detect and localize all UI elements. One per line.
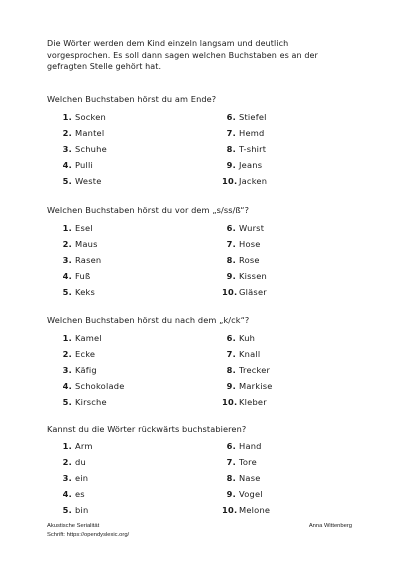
item-number: 1.	[62, 112, 72, 122]
item-word: Kamel	[75, 333, 102, 343]
word-column-right	[222, 330, 273, 410]
list-item	[222, 438, 270, 454]
list-item	[222, 220, 267, 236]
list-item	[222, 125, 267, 141]
list-item	[58, 236, 101, 252]
list-item	[58, 284, 101, 300]
item-number: 7.	[226, 349, 236, 359]
item-number: 1.	[62, 223, 72, 233]
list-item	[58, 346, 125, 362]
item-number: 8.	[226, 365, 236, 375]
list-item	[222, 394, 273, 410]
list-item	[58, 252, 101, 268]
list-item	[58, 157, 107, 173]
list-item	[222, 173, 267, 189]
item-word: Hose	[239, 239, 261, 249]
item-word: Rose	[239, 255, 260, 265]
word-column-left	[58, 438, 93, 518]
item-number: 5.	[62, 176, 72, 186]
item-word: Kirsche	[75, 397, 107, 407]
item-word: Nase	[239, 473, 261, 483]
item-number: 4.	[62, 271, 72, 281]
item-word: Käfig	[75, 365, 97, 375]
list-item	[222, 109, 267, 125]
item-word: Tore	[239, 457, 257, 467]
item-word: Keks	[75, 287, 96, 297]
word-column-right	[222, 109, 267, 189]
item-number: 7.	[226, 457, 236, 467]
item-number: 8.	[226, 144, 236, 154]
item-number: 9.	[226, 271, 236, 281]
word-column-left	[58, 220, 101, 300]
footer-font-credit: Schrift: https://opendyslexic.org/	[47, 532, 130, 538]
item-number: 6.	[226, 441, 236, 451]
item-word: bin	[75, 505, 89, 515]
item-number: 2.	[62, 349, 72, 359]
item-number: 10.	[222, 287, 238, 297]
item-number: 10.	[222, 505, 238, 515]
item-word: Esel	[75, 223, 93, 233]
item-word: Hemd	[239, 128, 265, 138]
list-item	[222, 378, 273, 394]
item-number: 6.	[226, 223, 236, 233]
item-number: 4.	[62, 489, 72, 499]
item-word: Vogel	[239, 489, 263, 499]
word-column-left	[58, 330, 125, 410]
item-word: T-shirt	[239, 144, 267, 154]
item-word: Socken	[75, 112, 106, 122]
item-word: Ecke	[75, 349, 96, 359]
list-item	[222, 362, 273, 378]
item-number: 9.	[226, 160, 236, 170]
list-item	[58, 486, 93, 502]
list-item	[222, 157, 267, 173]
item-word: ein	[75, 473, 89, 483]
item-word: Kissen	[239, 271, 267, 281]
item-word: Maus	[75, 239, 98, 249]
item-number: 2.	[62, 239, 72, 249]
list-item	[222, 486, 270, 502]
list-item	[58, 362, 125, 378]
footer-left	[47, 522, 129, 540]
item-word: Weste	[75, 176, 102, 186]
item-word: Schokolade	[75, 381, 125, 391]
list-item	[58, 470, 93, 486]
item-number: 3.	[62, 473, 72, 483]
list-item	[58, 502, 93, 518]
item-number: 5.	[62, 505, 72, 515]
intro-line-3: gefragten Stelle gehört hat.	[47, 62, 162, 71]
list-item	[222, 236, 267, 252]
footer-author: Anna Wittenberg	[308, 523, 352, 529]
item-number: 8.	[226, 473, 236, 483]
word-column-left	[58, 109, 107, 189]
list-item	[222, 346, 273, 362]
list-item	[58, 173, 107, 189]
item-word: es	[75, 489, 85, 499]
item-number: 7.	[226, 239, 236, 249]
list-item	[222, 141, 267, 157]
item-number: 6.	[226, 112, 236, 122]
list-item	[58, 109, 107, 125]
item-word: Kleber	[239, 397, 267, 407]
section-title-spell-backwards: Kannst du die Wörter rückwärts buchstabieren?	[47, 424, 247, 434]
item-word: Gläser	[239, 287, 267, 297]
list-item	[58, 330, 125, 346]
item-number: 4.	[62, 381, 72, 391]
list-item	[58, 378, 125, 394]
item-number: 5.	[62, 397, 72, 407]
section-title-end-letter: Welchen Buchstaben hörst du am Ende?	[47, 94, 217, 104]
item-word: Wurst	[239, 223, 265, 233]
item-number: 4.	[62, 160, 72, 170]
item-word: Kuh	[239, 333, 256, 343]
item-number: 1.	[62, 333, 72, 343]
item-number: 10.	[222, 397, 238, 407]
item-word: Jacken	[239, 176, 268, 186]
word-column-right	[222, 220, 267, 300]
item-number: 10.	[222, 176, 238, 186]
item-number: 3.	[62, 144, 72, 154]
item-word: Trecker	[239, 365, 271, 375]
item-number: 9.	[226, 381, 236, 391]
section-title-after-k: Welchen Buchstaben hörst du nach dem „k/ck“?	[47, 315, 250, 325]
item-number: 8.	[226, 255, 236, 265]
item-word: Hand	[239, 441, 262, 451]
item-word: Pulli	[75, 160, 94, 170]
item-number: 1.	[62, 441, 72, 451]
list-item	[58, 394, 125, 410]
list-item	[222, 502, 270, 518]
item-word: Knall	[239, 349, 261, 359]
item-word: Schuhe	[75, 144, 107, 154]
list-item	[222, 252, 267, 268]
item-number: 2.	[62, 457, 72, 467]
item-word: Fuß	[75, 271, 91, 281]
item-word: Mantel	[75, 128, 105, 138]
item-number: 6.	[226, 333, 236, 343]
list-item	[58, 268, 101, 284]
list-item	[222, 330, 273, 346]
section-title-before-s: Welchen Buchstaben hörst du vor dem „s/ss/ß“?	[47, 205, 250, 215]
intro-line-1: Die Wörter werden dem Kind einzeln langsam und deutlich	[47, 39, 289, 48]
item-number: 3.	[62, 255, 72, 265]
item-word: Melone	[239, 505, 271, 515]
list-item	[58, 454, 93, 470]
list-item	[222, 268, 267, 284]
list-item	[58, 125, 107, 141]
item-number: 5.	[62, 287, 72, 297]
item-word: Jeans	[239, 160, 263, 170]
item-word: Arm	[75, 441, 93, 451]
item-word: Stiefel	[239, 112, 267, 122]
word-column-right	[222, 438, 270, 518]
intro-text	[47, 38, 367, 73]
item-word: Markise	[239, 381, 273, 391]
item-number: 7.	[226, 128, 236, 138]
list-item	[58, 438, 93, 454]
item-number: 2.	[62, 128, 72, 138]
list-item	[58, 141, 107, 157]
list-item	[222, 454, 270, 470]
item-word: Rasen	[75, 255, 102, 265]
footer-topic: Akustische Serialität	[47, 523, 100, 529]
item-word: du	[75, 457, 86, 467]
list-item	[222, 284, 267, 300]
item-number: 3.	[62, 365, 72, 375]
list-item	[222, 470, 270, 486]
item-number: 9.	[226, 489, 236, 499]
list-item	[58, 220, 101, 236]
intro-line-2: vorgesprochen. Es soll dann sagen welchen Buchstaben es an der	[47, 50, 318, 60]
